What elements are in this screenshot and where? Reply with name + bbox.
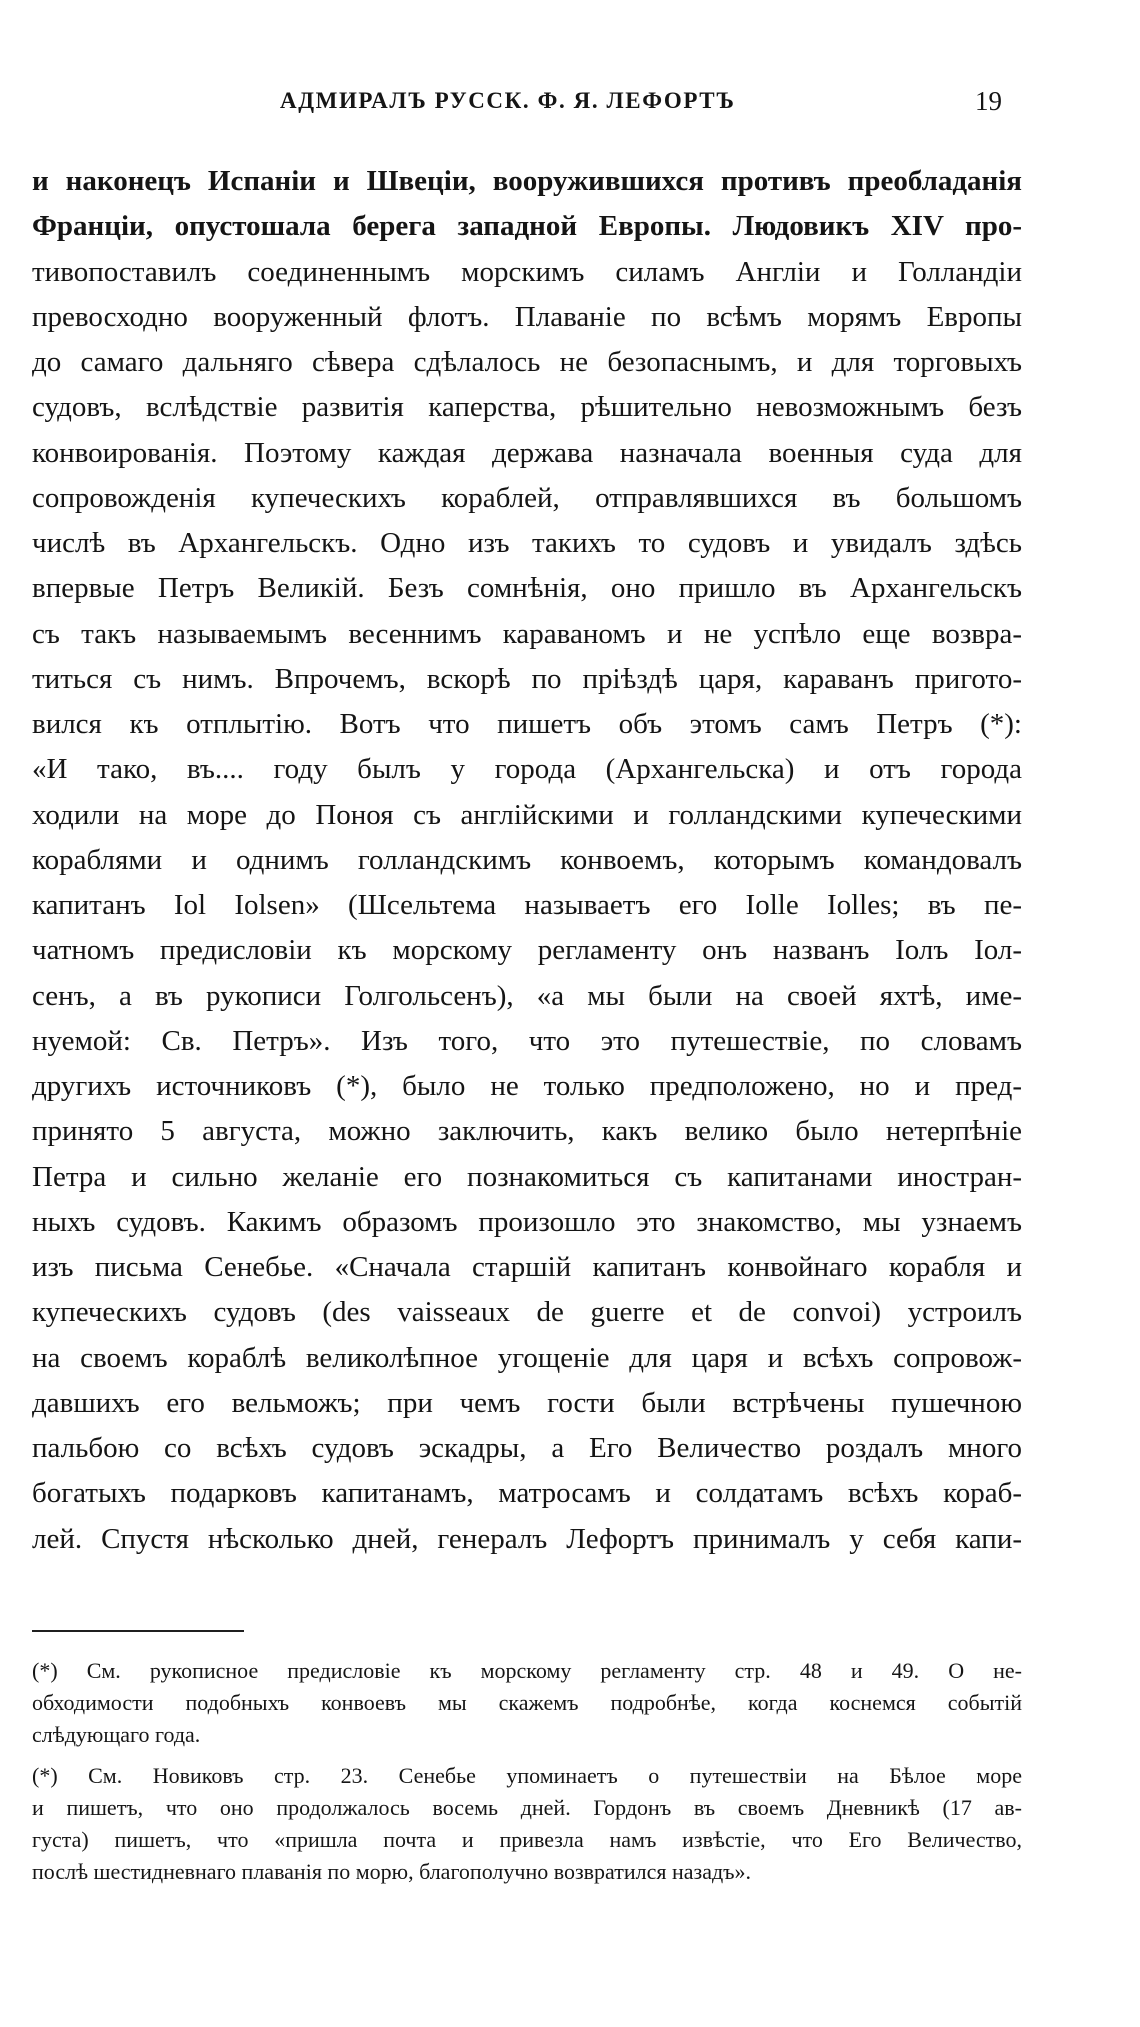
footnote-line: и пишетъ, что оно продолжалось восемь дней. Гордонъ въ своемъ Дневникѣ (17 ав- bbox=[32, 1794, 1022, 1820]
text-line: принято 5 августа, можно заключить, какъ велико было нетерпѣніе bbox=[32, 1115, 1022, 1148]
body-text bbox=[32, 159, 1022, 1562]
text-line: лей. Спустя нѣсколько дней, генералъ Лефортъ принималъ у себя капи- bbox=[32, 1522, 1022, 1555]
text-line: на своемъ кораблѣ великолѣпное угощеніе для царя и всѣхъ сопровож- bbox=[32, 1341, 1022, 1374]
text-line: чатномъ предисловіи къ морскому регламенту онъ названъ Іолъ Іол- bbox=[32, 934, 1022, 967]
text-line: числѣ въ Архангельскъ. Одно изъ такихъ то судовъ и увидалъ здѣсь bbox=[32, 527, 1022, 559]
text-line: давшихъ его вельможъ; при чемъ гости были встрѣчены пушечною bbox=[32, 1386, 1022, 1419]
text-line: превосходно вооруженный флотъ. Плаваніе по всѣмъ морямъ Европы bbox=[32, 300, 1022, 333]
text-line: вился къ отплытію. Вотъ что пишетъ объ этомъ самъ Петръ (*): bbox=[32, 708, 1022, 740]
text-line: сенъ, а въ рукописи Голгольсенъ), «а мы были на своей яхтѣ, име- bbox=[32, 979, 1022, 1012]
text-line: ныхъ судовъ. Какимъ образомъ произошло это знакомство, мы узнаемъ bbox=[32, 1205, 1022, 1238]
footnote-line: густа) пишетъ, что «пришла почта и привезла намъ извѣстіе, что Его Величество, bbox=[32, 1826, 1022, 1852]
text-line: кораблями и однимъ голландскимъ конвоемъ, которымъ командовалъ bbox=[32, 843, 1022, 876]
text-line: титься съ нимъ. Впрочемъ, вскорѣ по пріѣздѣ царя, караванъ пригото- bbox=[32, 662, 1022, 695]
text-line: пальбою со всѣхъ судовъ эскадры, а Его Величество роздалъ много bbox=[32, 1432, 1022, 1464]
footnote-gap bbox=[32, 1752, 1022, 1760]
footnote-1 bbox=[32, 1655, 1022, 1752]
footnote-line: слѣдующаго года. bbox=[32, 1722, 201, 1748]
text-line: сопровожденія купеческихъ кораблей, отправлявшихся въ большомъ bbox=[32, 481, 1022, 514]
footnote-line: обходимости подобныхъ конвоевъ мы скажемъ подробнѣе, когда коснемся событій bbox=[32, 1690, 1022, 1716]
text-line: съ такъ называемымъ весеннимъ караваномъ и не успѣло еще возвра- bbox=[32, 617, 1022, 650]
text-line: и наконецъ Испаніи и Швеціи, вооружившихся противъ преобладанія bbox=[32, 165, 1022, 197]
text-line: капитанъ Iol Iolsen» (Шсельтема называетъ его Iolle Iolles; въ пе- bbox=[32, 889, 1022, 921]
text-line: «И тако, въ.... году былъ у города (Архангельска) и отъ города bbox=[32, 753, 1022, 786]
running-head bbox=[0, 88, 1140, 128]
text-line: тивопоставилъ соединеннымъ морскимъ силамъ Англіи и Голландіи bbox=[32, 255, 1022, 288]
text-line: другихъ источниковъ (*), было не только предположено, но и пред- bbox=[32, 1070, 1022, 1102]
text-line: купеческихъ судовъ (des vaisseaux de guerre et de convoi) устроилъ bbox=[32, 1296, 1022, 1329]
text-line: конвоированія. Поэтому каждая держава назначала военныя суда для bbox=[32, 436, 1022, 469]
text-line: Петра и сильно желаніе его познакомиться съ капитанами иностран- bbox=[32, 1160, 1022, 1193]
text-line: впервые Петръ Великій. Безъ сомнѣнія, оно пришло въ Архангельскъ bbox=[32, 572, 1022, 605]
footnote-divider bbox=[32, 1630, 244, 1632]
footnote-line: (*) См. рукописное предисловіе къ морскому регламенту стр. 48 и 49. О не- bbox=[32, 1658, 1022, 1683]
text-line: изъ письма Сенебье. «Сначала старшій капитанъ конвойнаго корабля и bbox=[32, 1251, 1022, 1283]
text-line: ходили на море до Поноя съ англійскими и голландскими купеческими bbox=[32, 798, 1022, 831]
text-line: нуемой: Св. Петръ». Изъ того, что это путешествіе, по словамъ bbox=[32, 1024, 1022, 1057]
text-line: Франціи, опустошала берега западной Европы. Людовикъ XIV про- bbox=[32, 210, 1022, 243]
footnote-2 bbox=[32, 1760, 1022, 1889]
footnote-line: послѣ шестидневнаго плаванія по морю, благополучно возвратился назадъ». bbox=[32, 1859, 752, 1885]
text-line: богатыхъ подарковъ капитанамъ, матросамъ и солдатамъ всѣхъ кораб- bbox=[32, 1477, 1022, 1510]
footnote-line: (*) См. Новиковъ стр. 23. Сенебье упоминаетъ о путешествіи на Бѣлое море bbox=[32, 1762, 1022, 1788]
page-number: 19 bbox=[975, 86, 1002, 116]
text-line: до самаго дальняго сѣвера сдѣлалось не безопаснымъ, и для торговыхъ bbox=[32, 346, 1022, 378]
footnotes bbox=[32, 1655, 1022, 1888]
running-title: АДМИРАЛЪ РУССК. Ф. Я. ЛЕФОРТЪ bbox=[280, 88, 736, 113]
text-line: судовъ, вслѣдствіе развитія каперства, рѣшительно невозможнымъ безъ bbox=[32, 391, 1022, 424]
